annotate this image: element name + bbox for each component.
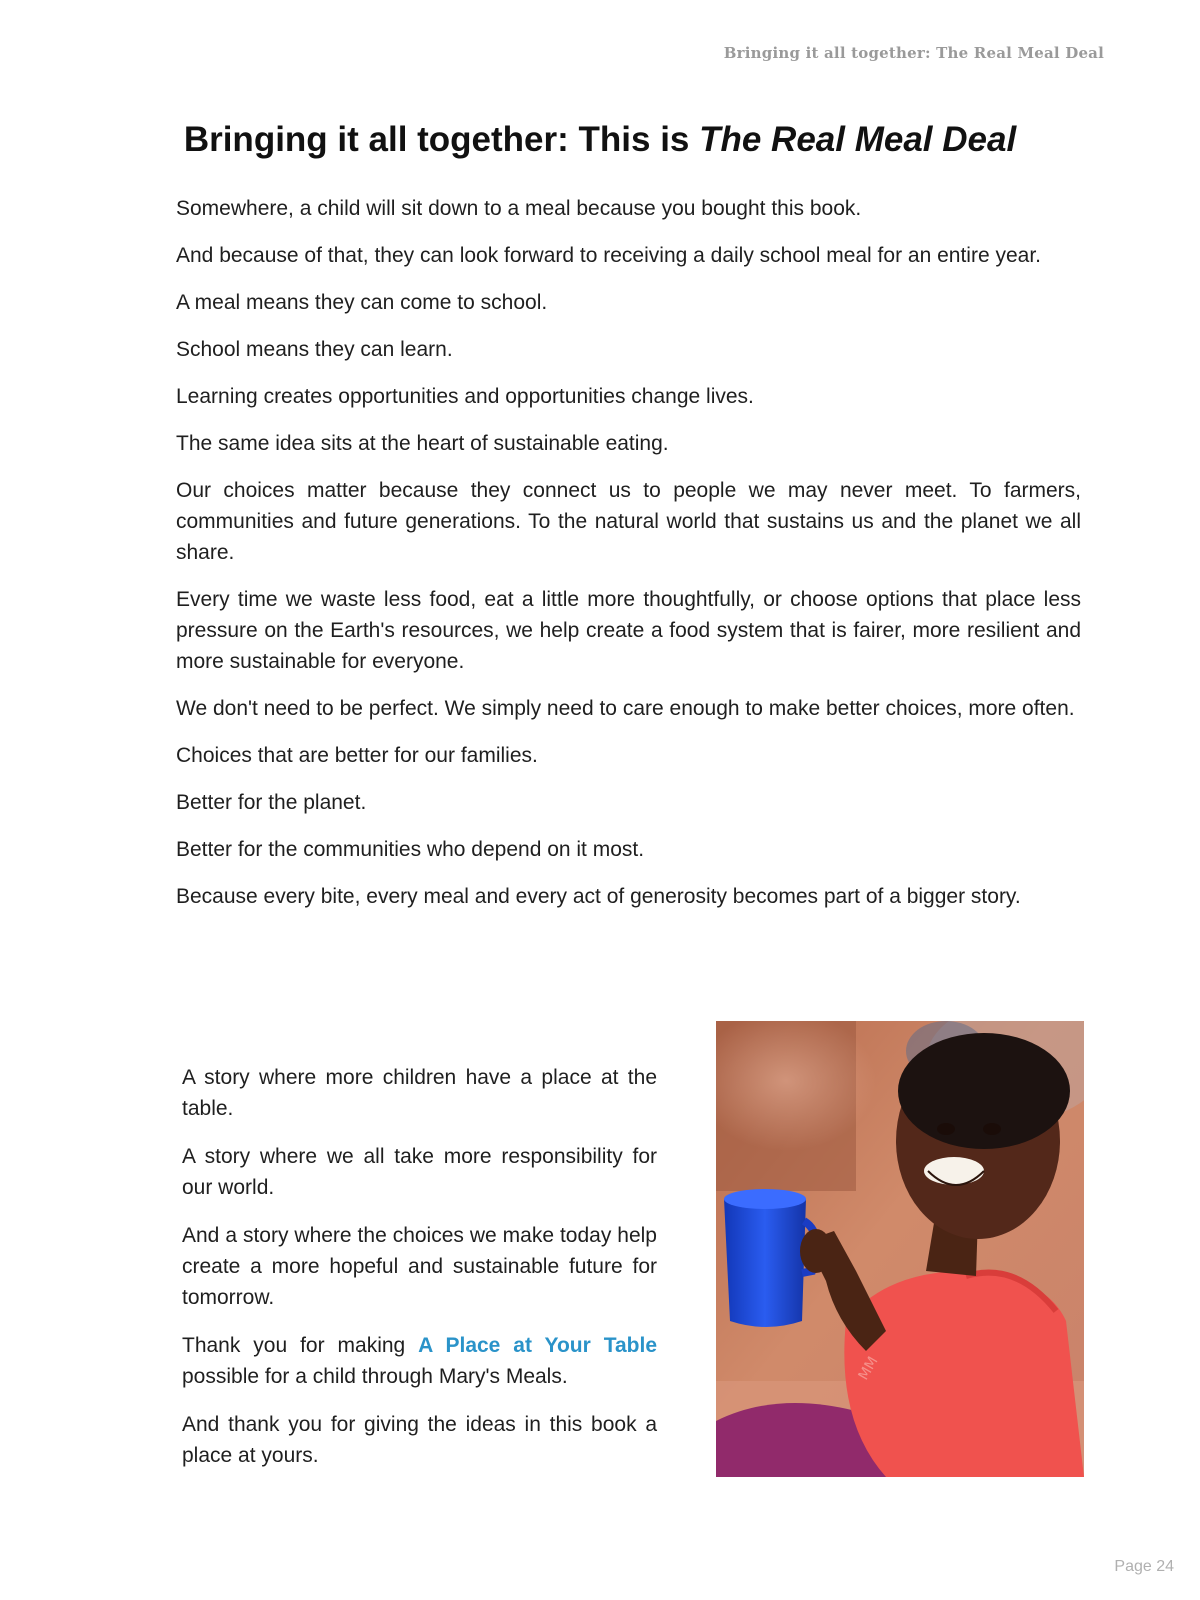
paragraph: Every time we waste less food, eat a little more thoughtfully, or choose options that place less pressure on the Earth's resources, we help create a food system that is fairer, more resilient and more sustainable for everyone. — [176, 588, 1081, 673]
page-number: Page 24 — [1114, 1558, 1174, 1575]
paragraph: Our choices matter because they connect us to people we may never meet. To farmers, communities and future generations. To the natural world that sustains us and the planet we all share. — [176, 479, 1081, 564]
running-header: Bringing it all together: The Real Meal Deal — [723, 44, 1104, 62]
paragraph: And because of that, they can look forward to receiving a daily school meal for an entire year. — [176, 244, 1041, 267]
page-title — [0, 120, 1200, 160]
paragraph: A meal means they can come to school. — [176, 291, 548, 314]
story-column — [182, 1062, 657, 1488]
svg-text:MM: MM — [855, 1354, 882, 1383]
paragraph: Better for the planet. — [176, 791, 367, 814]
closing-paragraph: And thank you for giving the ideas in this book a place at yours. — [182, 1413, 657, 1467]
paragraph: Choices that are better for our families. — [176, 744, 538, 767]
thanks-before: Thank you for making — [182, 1334, 419, 1357]
body-text — [176, 193, 1081, 928]
title-prefix: Bringing it all together: This is — [183, 120, 700, 159]
thanks-after: possible for a child through Mary's Meals. — [182, 1365, 568, 1388]
child-photo — [716, 1021, 1084, 1477]
paragraph: Better for the communities who depend on it most. — [176, 838, 645, 861]
paragraph: Learning creates opportunities and opportunities change lives. — [176, 385, 754, 408]
paragraph: School means they can learn. — [176, 338, 453, 361]
title-emphasis: The Real Meal Deal — [699, 120, 1017, 159]
paragraph: A story where more children have a place at the table. — [182, 1066, 657, 1120]
thanks-paragraph — [182, 1330, 657, 1392]
paragraph: Somewhere, a child will sit down to a meal because you bought this book. — [176, 197, 862, 220]
book-title-link[interactable]: A Place at Your Table — [418, 1334, 658, 1357]
paragraph: The same idea sits at the heart of sustainable eating. — [176, 432, 669, 455]
paragraph: And a story where the choices we make today help create a more hopeful and sustainable future for tomorrow. — [182, 1224, 657, 1309]
paragraph: Because every bite, every meal and every act of generosity becomes part of a bigger story. — [176, 885, 1021, 908]
paragraph: A story where we all take more responsibility for our world. — [182, 1145, 657, 1199]
paragraph: We don't need to be perfect. We simply need to care enough to make better choices, more often. — [176, 697, 1075, 720]
